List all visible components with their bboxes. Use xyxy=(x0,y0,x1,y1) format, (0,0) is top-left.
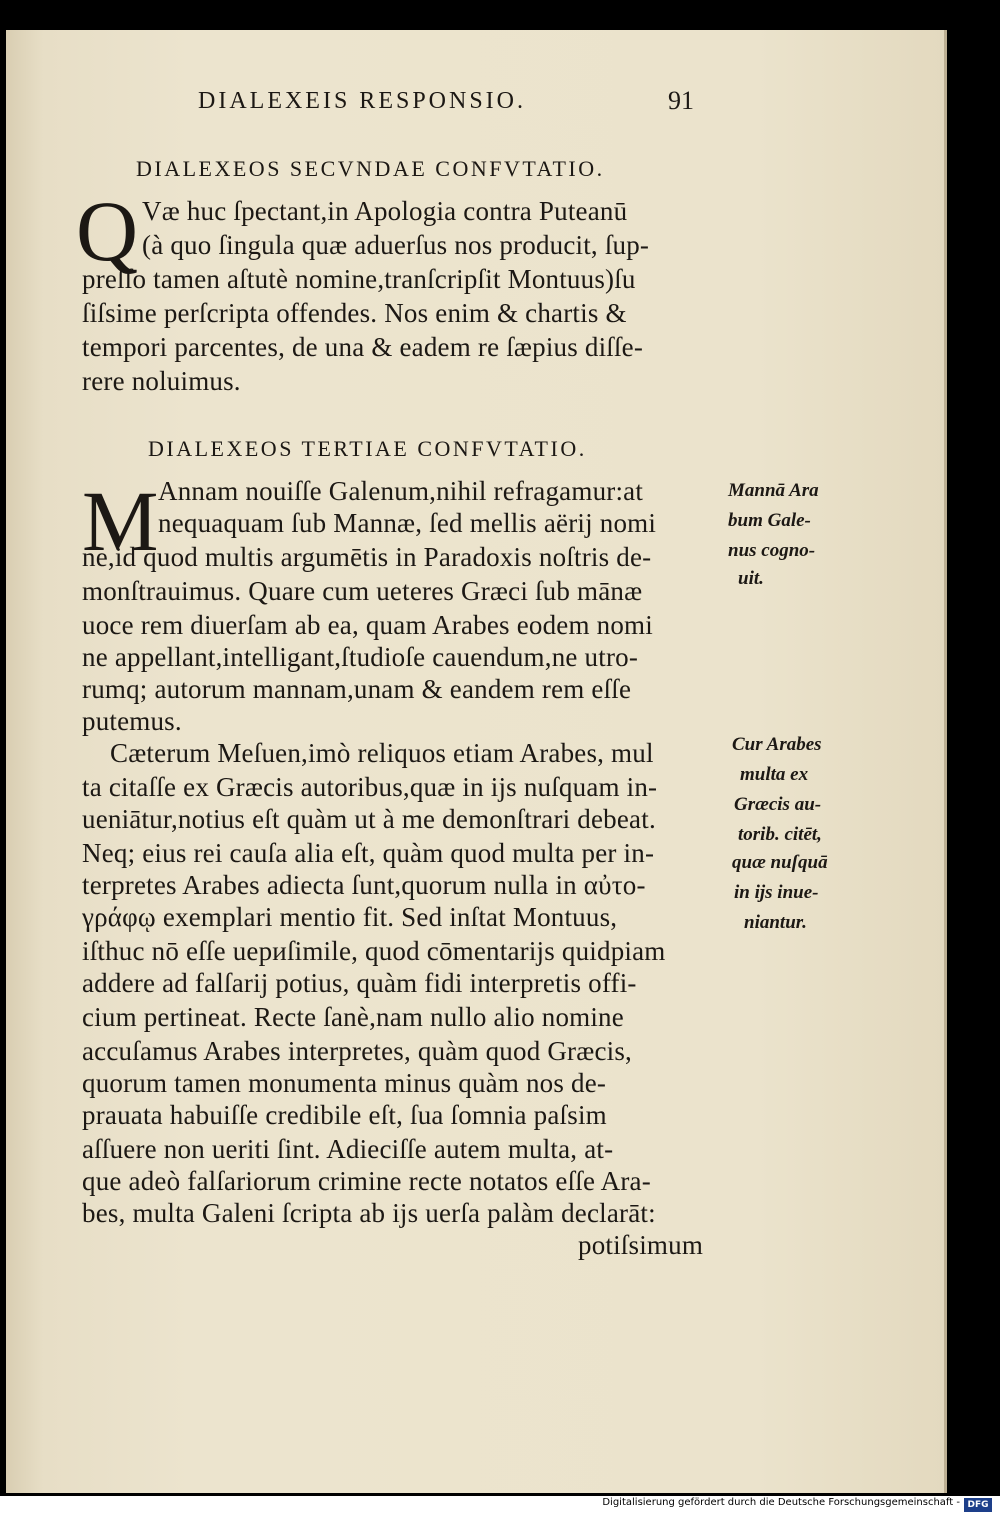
margin-note-line: Græcis au- xyxy=(734,794,822,815)
text-line: tempori parcentes, de una & eadem re ſæpius diſſe- xyxy=(82,332,644,362)
text-line: accuſamus Arabes interpretes, quàm quod Græcis, xyxy=(82,1036,632,1066)
text-line: Annam nouiſſe Galenum,nihil refragamur:at xyxy=(158,476,644,506)
text-line: ne,id quod multis argumētis in Paradoxis noſtris de- xyxy=(82,542,652,572)
text-line: ne appellant,intelligant,ſtudioſe cauendum,ne utro- xyxy=(82,642,639,672)
text-line: nequaquam ſub Mannæ, ſed mellis aërij nomi xyxy=(158,508,657,538)
margin-note-line: in ijs inue- xyxy=(734,882,819,903)
text-line: uoce rem diuerſam ab ea, quam Arabes eodem nomi xyxy=(82,610,653,640)
text-line: monſtrauimus. Quare cum ueteres Græci ſub mānæ xyxy=(82,576,643,606)
text-line: Neq; eius rei cauſa alia eſt, quàm quod multa per in- xyxy=(82,838,655,868)
text-line: iſthuc nō eſſe uериſimile, quod cōmentarijs quidpiam xyxy=(82,936,666,966)
text-line: prauata habuiſſe credibile eſt, ſua ſomnia paſsim xyxy=(82,1100,607,1130)
text-line: γράφῳ exemplari mentio fit. Sed inſtat Montuus, xyxy=(82,902,618,932)
running-head-title: DIALEXEIS RESPONSIO. xyxy=(198,88,527,114)
text-line: Cæterum Meſuen,imò reliquos etiam Arabes, mul xyxy=(110,738,654,768)
margin-note-line: Mannā Ara xyxy=(728,480,819,501)
margin-note-line: Cur Arabes xyxy=(732,734,822,755)
text-line: terpretes Arabes adiecta ſunt,quorum nulla in αὐτο- xyxy=(82,870,646,900)
text-line: cium pertineat. Recte ſanè,nam nullo alio nomine xyxy=(82,1002,624,1032)
text-line: ſiſsime perſcripta offendes. Nos enim & chartis & xyxy=(82,298,627,328)
margin-note-line: multa ex xyxy=(740,764,809,785)
text-line: quorum tamen monumenta minus quàm nos de- xyxy=(82,1068,607,1098)
text-line: rumq; autorum mannam,unam & eandem rem eſſe xyxy=(82,674,632,704)
text-line: putemus. xyxy=(82,706,182,736)
margin-note-line: uit. xyxy=(738,568,764,589)
footer-credit: Digitalisierung gefördert durch die Deutsche Forschungsgemeinschaft - xyxy=(602,1497,960,1508)
digitization-footer xyxy=(0,1496,1000,1515)
text-line: Væ huc ſpectant,in Apologia contra Puteanū xyxy=(142,196,628,226)
page-edge xyxy=(944,30,947,1493)
margin-note-line: quæ nuſquā xyxy=(732,852,828,873)
text-line: aſſuere non ueriti ſint. Adieciſſe autem multa, at- xyxy=(82,1134,614,1164)
section-heading-tertia: DIALEXEOS TERTIAE CONFVTATIO. xyxy=(148,436,587,461)
section-heading-secunda: DIALEXEOS SECVNDAE CONFVTATIO. xyxy=(136,156,605,181)
margin-note-line: torib. citēt, xyxy=(738,824,822,845)
catchword: potiſsimum xyxy=(578,1230,704,1260)
text-line: rere noluimus. xyxy=(82,366,241,396)
folio-number: 91 xyxy=(668,86,694,115)
text-line: addere ad falſarij potius, quàm fidi interpretis offi- xyxy=(82,968,637,998)
margin-note-line: niantur. xyxy=(744,912,807,933)
text-line: ta citaſſe ex Græcis autoribus,quæ in ijs nuſquam in- xyxy=(82,772,658,802)
text-line: ueniātur,notius eſt quàm ut à me demonſtrari debeat. xyxy=(82,804,656,834)
text-line: preſſo tamen aſtutè nomine,tranſcripſit Montuus)ſu xyxy=(82,264,636,294)
dropcap-m: M xyxy=(82,473,159,569)
text-line: que adeò falſariorum crimine recte notatos eſſe Ara- xyxy=(82,1166,651,1196)
text-line: bes, multa Galeni ſcripta ab ijs uerſa palàm declarāt: xyxy=(82,1198,656,1228)
margin-note-line: nus cogno- xyxy=(728,540,816,561)
margin-note-line: bum Gale- xyxy=(728,510,811,531)
dropcap-q: Q xyxy=(76,183,139,279)
dfg-logo: DFG xyxy=(964,1498,992,1512)
text-line: (à quo ſingula quæ aduerſus nos producit, ſup- xyxy=(142,230,650,260)
